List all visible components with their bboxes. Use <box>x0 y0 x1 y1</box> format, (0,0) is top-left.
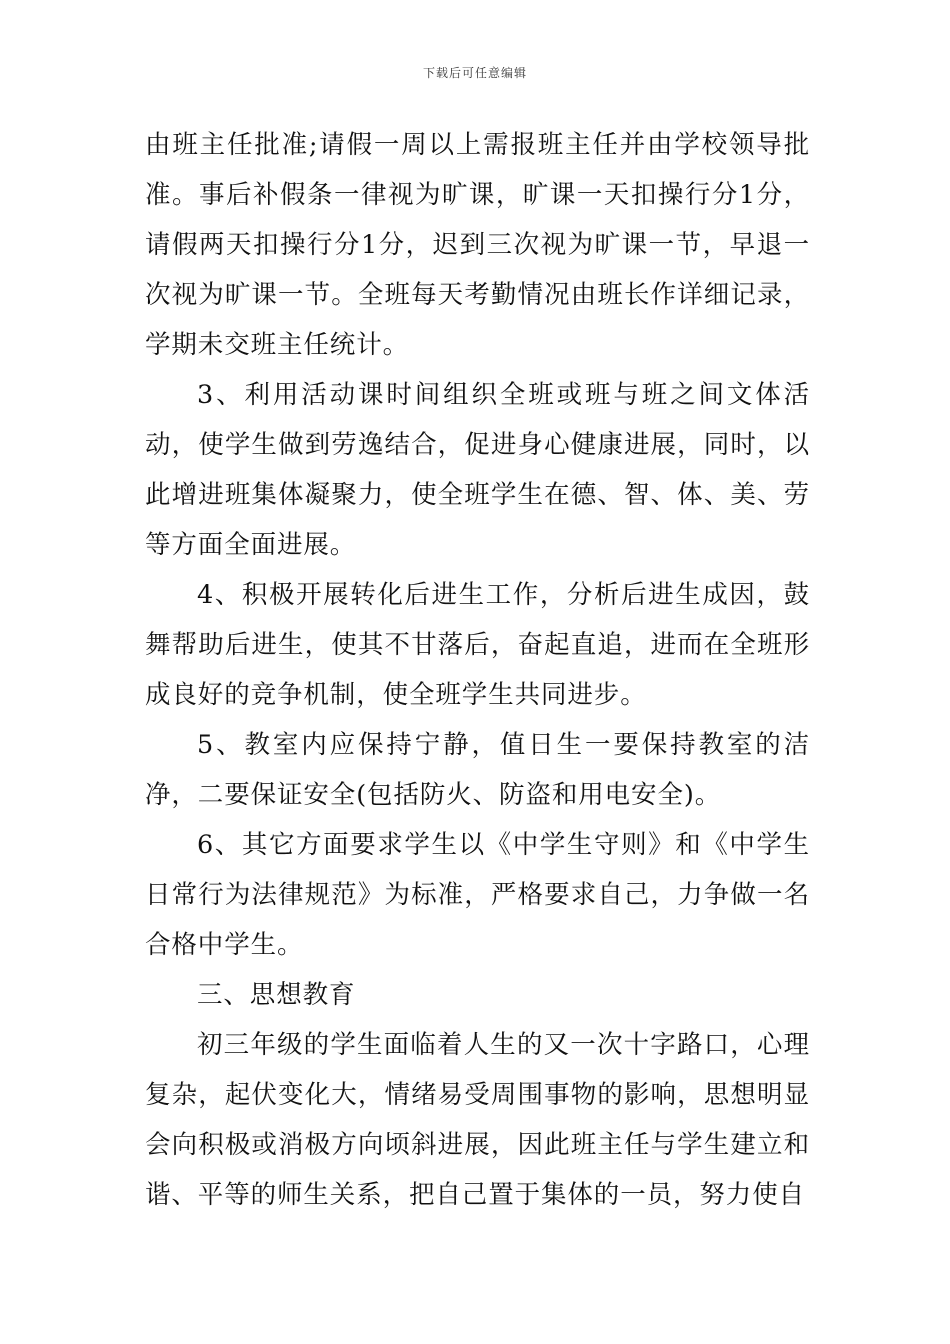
page-header: 下载后可任意编辑 <box>422 66 527 80</box>
paragraph-attendance: 由班主任批准;请假一周以上需报班主任并由学校领导批准。事后补假条一律视为旷课，旷课一天扣操行分1分，请假两天扣操行分1分，迟到三次视为旷课一节，早退一次视为旷课一节。全班每天考勤情况由班长作详细记录，学期未交班主任统计。 <box>145 130 810 360</box>
paragraph-item-3: 3、利用活动课时间组织全班或班与班之间文体活动，使学生做到劳逸结合，促进身心健康进展，同时，以此增进班集体凝聚力，使全班学生在德、智、体、美、劳等方面全面进展。 <box>145 380 810 560</box>
paragraph-item-6: 6、其它方面要求学生以《中学生守则》和《中学生日常行为法律规范》为标准，严格要求自己，力争做一名合格中学生。 <box>145 830 810 960</box>
section-heading-ideology: 三、思想教育 <box>197 980 356 1010</box>
document-body <box>145 120 810 1220</box>
paragraph-ideology: 初三年级的学生面临着人生的又一次十字路口，心理复杂，起伏变化大，情绪易受周围事物的影响，思想明显会向积极或消极方向顷斜进展，因此班主任与学生建立和谐、平等的师生关系，把自己置于集体的一员，努力使自 <box>145 1030 810 1210</box>
paragraph-item-5: 5、教室内应保持宁静，值日生一要保持教室的洁净，二要保证安全(包括防火、防盗和用电安全)。 <box>145 730 810 810</box>
paragraph-item-4: 4、积极开展转化后进生工作，分析后进生成因，鼓舞帮助后进生，使其不甘落后，奋起直追，进而在全班形成良好的竞争机制，使全班学生共同进步。 <box>145 580 810 710</box>
